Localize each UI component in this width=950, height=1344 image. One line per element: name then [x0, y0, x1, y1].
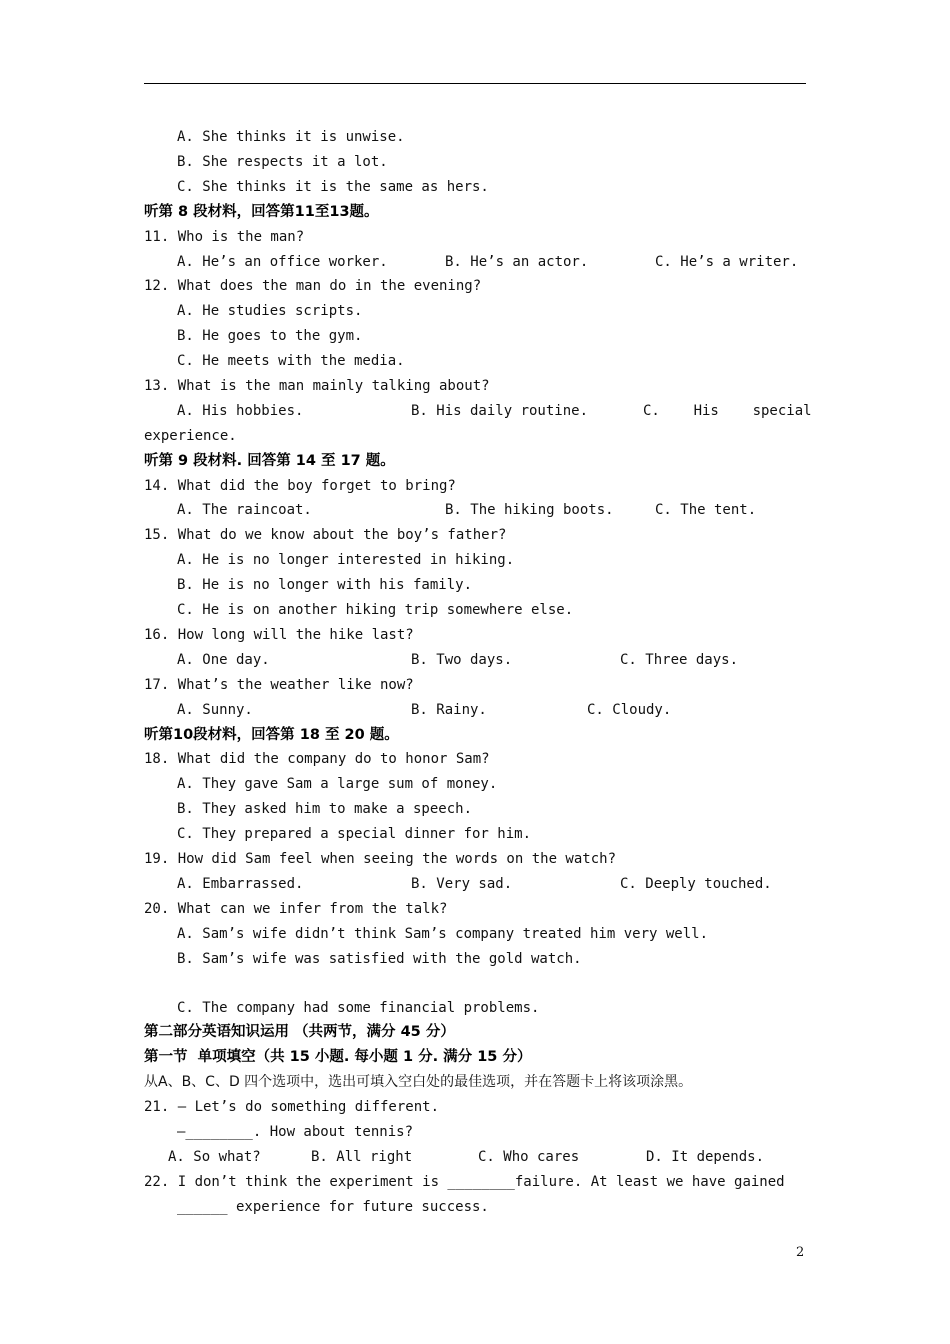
answer-option: A. She thinks it is unwise. [177, 129, 405, 145]
question-text: 14. What did the boy forget to bring? [144, 478, 456, 494]
section-heading: 听第 9 段材料. 回答第 14 至 17 题。 [144, 453, 395, 469]
answer-option: C. They prepared a special dinner for him. [177, 826, 532, 842]
question-text: 12. What does the man do in the evening? [144, 278, 482, 294]
answer-option: A. Sam’s wife didn’t think Sam’s company treated him very well. [177, 926, 709, 942]
question-text: 16. How long will the hike last? [144, 627, 414, 643]
section-heading: 第二部分英语知识运用 （共两节，满分 45 分） [144, 1024, 455, 1040]
answer-option: A. Sunny. [177, 702, 253, 718]
answer-option: C. His special [643, 403, 812, 419]
answer-option: B. All right [311, 1149, 413, 1165]
answer-option: A. So what? [168, 1149, 261, 1165]
answer-option: B. He is no longer with his family. [177, 577, 473, 593]
answer-option: C. She thinks it is the same as hers. [177, 179, 489, 195]
answer-option: B. Very sad. [411, 876, 513, 892]
section-heading: 第一节 单项填空（共 15 小题. 每小题 1 分. 满分 15 分） [144, 1049, 532, 1065]
question-text: 21. — Let’s do something different. [144, 1099, 440, 1115]
answer-option: C. Three days. [620, 652, 739, 668]
question-text: 20. What can we infer from the talk? [144, 901, 448, 917]
question-text: 18. What did the company do to honor Sam? [144, 751, 490, 767]
question-text: 22. I don’t think the experiment is ________failure. At least we have gained [144, 1174, 785, 1190]
answer-option: C. He is on another hiking trip somewhere else. [177, 602, 574, 618]
question-text: 17. What’s the weather like now? [144, 677, 414, 693]
question-text: experience. [144, 428, 237, 444]
answer-option: B. Sam’s wife was satisfied with the gold watch. [177, 951, 582, 967]
answer-option: C. He’s a writer. [655, 254, 799, 270]
answer-option: C. He meets with the media. [177, 353, 405, 369]
answer-option: B. His daily routine. [411, 403, 589, 419]
answer-option: A. One day. [177, 652, 270, 668]
answer-option: A. The raincoat. [177, 502, 312, 518]
answer-option: C. Cloudy. [587, 702, 672, 718]
answer-option: A. Embarrassed. [177, 876, 304, 892]
answer-option: B. She respects it a lot. [177, 154, 388, 170]
answer-option: C. Who cares [478, 1149, 580, 1165]
section-heading: 听第 8 段材料，回答第11至13题。 [144, 204, 379, 220]
question-text: 15. What do we know about the boy’s father? [144, 527, 507, 543]
answer-option: A. He is no longer interested in hiking. [177, 552, 515, 568]
answer-option: B. They asked him to make a speech. [177, 801, 473, 817]
question-text: 13. What is the man mainly talking about? [144, 378, 490, 394]
question-text: 19. How did Sam feel when seeing the words on the watch? [144, 851, 617, 867]
answer-option: —________. How about tennis? [177, 1124, 414, 1140]
section-heading: 听第10段材料，回答第 18 至 20 题。 [144, 727, 399, 743]
answer-option: C. Deeply touched. [620, 876, 772, 892]
question-text: 11. Who is the man? [144, 229, 305, 245]
answer-option: B. Rainy. [411, 702, 487, 718]
answer-option: B. Two days. [411, 652, 513, 668]
answer-option: B. He’s an actor. [445, 254, 589, 270]
header-rule [144, 83, 806, 84]
answer-option: A. He’s an office worker. [177, 254, 388, 270]
answer-option: C. The company had some financial problems. [177, 1000, 540, 1016]
answer-option: A. They gave Sam a large sum of money. [177, 776, 498, 792]
answer-option: B. The hiking boots. [445, 502, 614, 518]
answer-option: ______ experience for future success. [177, 1199, 489, 1215]
page-number: 2 [796, 1245, 805, 1260]
answer-option: C. The tent. [655, 502, 757, 518]
answer-option: D. It depends. [646, 1149, 765, 1165]
instruction-text: 从A、B、C、D 四个选项中，选出可填入空白处的最佳选项，并在答题卡上将该项涂黑。 [144, 1074, 693, 1090]
answer-option: A. He studies scripts. [177, 303, 363, 319]
answer-option: A. His hobbies. [177, 403, 304, 419]
answer-option: B. He goes to the gym. [177, 328, 363, 344]
